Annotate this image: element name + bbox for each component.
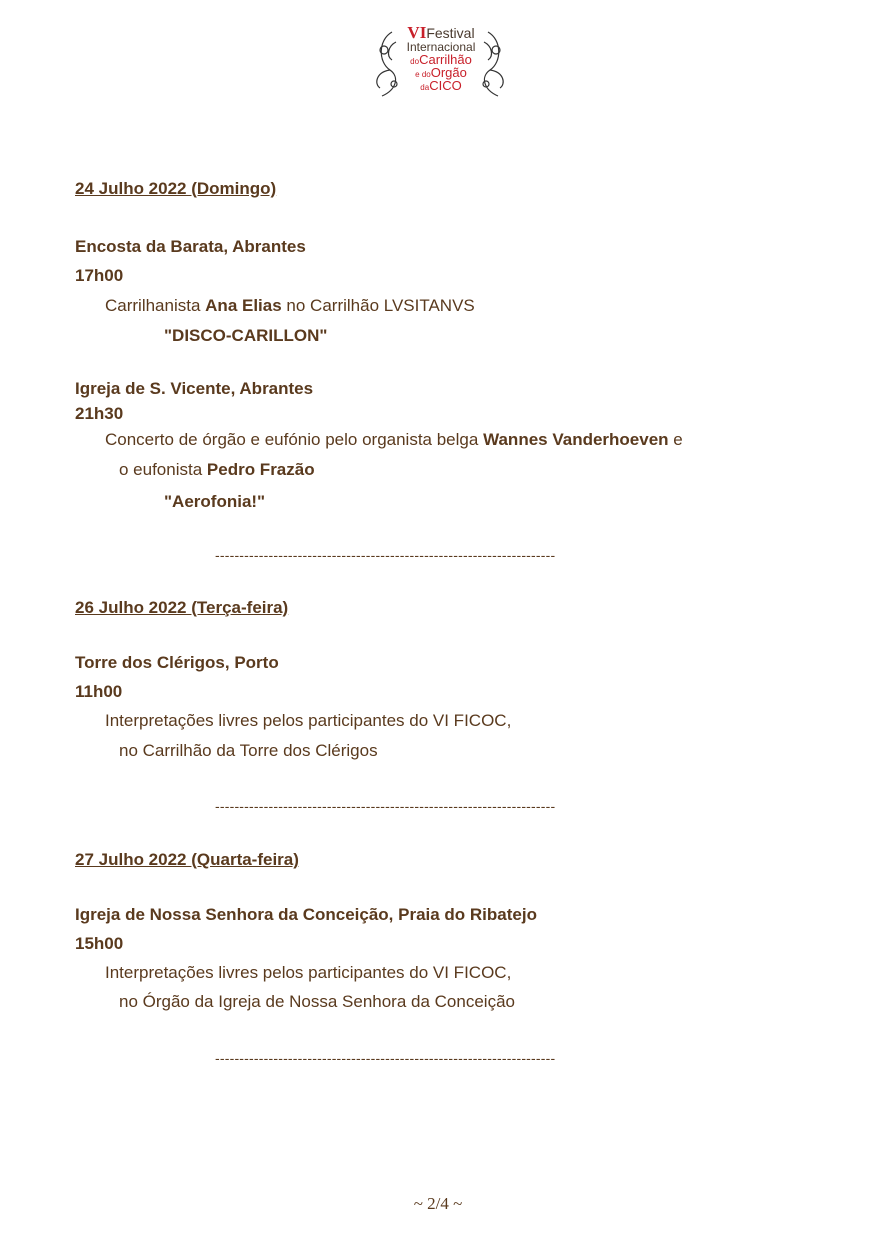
event-title: "DISCO-CARILLON" (164, 326, 328, 345)
desc-text: o eufonista (119, 460, 207, 479)
event-description-cont: no Órgão da Igreja de Nossa Senhora da Conceição (119, 992, 515, 1011)
event-title: "Aerofonia!" (164, 492, 266, 511)
day-date: 27 Julho 2022 (Quarta-feira) (75, 850, 299, 869)
logo-line-5 (406, 79, 476, 92)
event-description (105, 296, 475, 316)
event-description: Interpretações livres pelos participantes do VI FICOC, (105, 711, 512, 730)
event-place: Igreja de S. Vicente, Abrantes (75, 379, 314, 398)
separator: ---------------------------------------------------------------------- (215, 1050, 556, 1066)
event-time: 11h00 (75, 682, 123, 701)
desc-text: no Carrilhão LVSITANVS (281, 296, 475, 315)
event-time: 15h00 (75, 934, 124, 953)
festival-logo (370, 22, 510, 102)
event-place: Igreja de Nossa Senhora da Conceição, Praia do Ribatejo (75, 905, 537, 924)
performer-name: Pedro Frazão (206, 460, 315, 479)
logo-word-festival: Festival (426, 25, 475, 41)
logo-line-1 (406, 24, 476, 41)
event-time: 17h00 (75, 266, 124, 285)
performer-name: Ana Elias (205, 296, 282, 315)
logo-small-edo: e do (415, 70, 431, 79)
event-description (105, 430, 683, 450)
separator: ---------------------------------------------------------------------- (215, 547, 556, 563)
day-date: 24 Julho 2022 (Domingo) (75, 179, 277, 198)
logo-small-da: da (420, 83, 430, 92)
performer-name: Wannes Vanderhoeven (483, 430, 669, 449)
desc-text: e (668, 430, 683, 449)
logo-word-internacional: Internacional (406, 40, 476, 54)
event-description: Interpretações livres pelos participantes do VI FICOC, (105, 963, 512, 982)
logo-word-orgao: Orgão (430, 65, 467, 80)
event-place: Torre dos Clérigos, Porto (75, 653, 279, 672)
event-description-cont: no Carrilhão da Torre dos Clérigos (119, 741, 378, 760)
logo-small-do: do (410, 57, 420, 66)
event-description-cont (119, 460, 315, 480)
event-time: 21h30 (75, 404, 124, 423)
page-number: ~ 2/4 ~ (413, 1194, 463, 1213)
logo-roman: VI (407, 23, 427, 42)
logo-word-cico: CICO (429, 78, 462, 93)
separator: ---------------------------------------------------------------------- (215, 798, 556, 814)
desc-text: Concerto de órgão e eufónio pelo organista belga (105, 430, 484, 449)
logo-word-carrilhao: Carrilhão (419, 52, 472, 67)
event-place: Encosta da Barata, Abrantes (75, 237, 306, 256)
desc-text: Carrilhanista (105, 296, 206, 315)
day-date: 26 Julho 2022 (Terça-feira) (75, 598, 289, 617)
